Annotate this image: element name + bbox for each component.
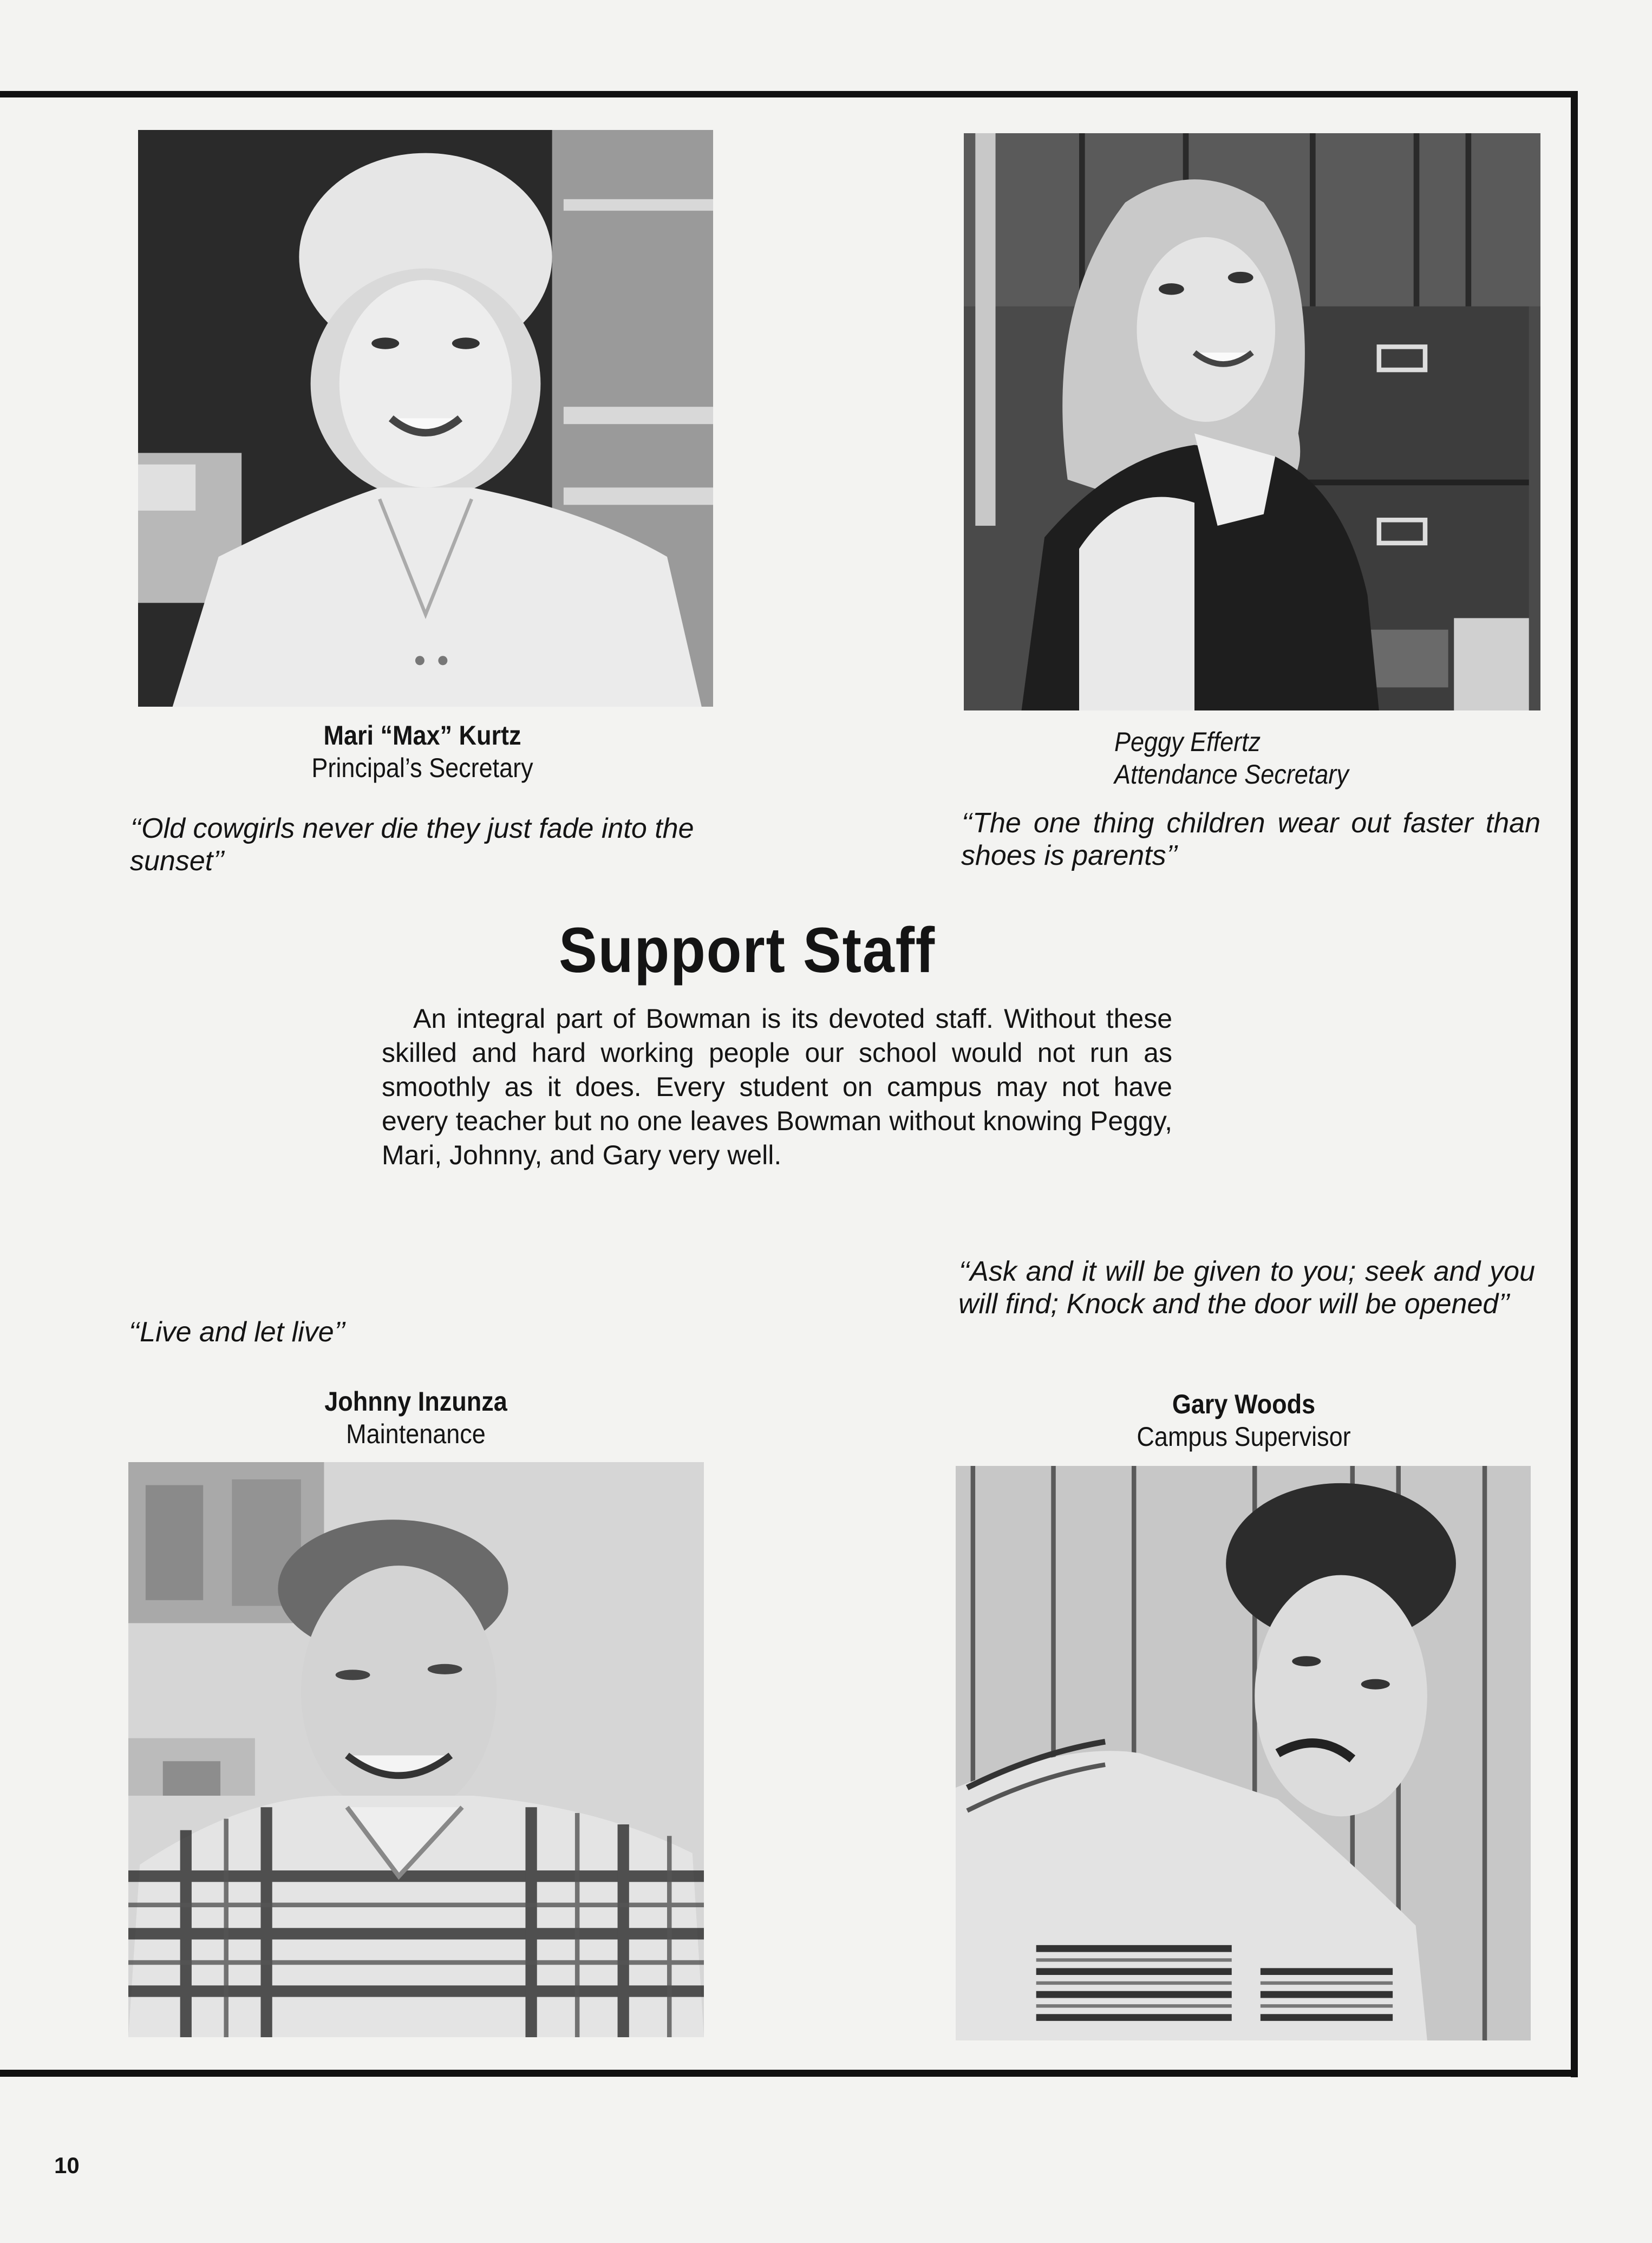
- border-right: [1571, 91, 1578, 2077]
- portrait-man-icon: [128, 1462, 704, 2037]
- staff-quote-mari: ‘‘Old cowgirls never die they just fade into the sunset’’: [130, 813, 694, 877]
- staff-name-peggy: Peggy Effertz: [1114, 727, 1261, 757]
- photo-gary-woods: [956, 1466, 1531, 2040]
- intro-paragraph: An integral part of Bowman is its devoted staff. Without these skilled and hard working people our school would not run as smoothly as it does. Every student on campus may not have every teacher but no one leaves Bowman without knowing Peggy, Mari, Johnny, and Gary very well.: [382, 1003, 1172, 1170]
- staff-name-gary: Gary Woods: [1172, 1389, 1316, 1419]
- photo-peggy-effertz: [964, 133, 1540, 710]
- staff-name-johnny: Johnny Inzunza: [324, 1386, 507, 1417]
- staff-role-johnny: Maintenance: [346, 1419, 486, 1449]
- portrait-woman-icon: [964, 133, 1540, 710]
- staff-role-peggy: Attendance Secretary: [1114, 759, 1349, 790]
- staff-quote-peggy: ‘‘The one thing children wear out faster than shoes is parents’’: [961, 807, 1540, 871]
- staff-name-mari: Mari “Max” Kurtz: [323, 720, 521, 751]
- staff-quote-johnny: ‘‘Live and let live’’: [128, 1316, 345, 1348]
- staff-role-gary: Campus Supervisor: [1137, 1422, 1351, 1452]
- border-top: [0, 91, 1578, 97]
- page-number: 10: [54, 2153, 80, 2178]
- portrait-man-icon: [956, 1466, 1531, 2040]
- photo-mari-kurtz: [138, 130, 713, 707]
- staff-quote-gary: ‘‘Ask and it will be given to you; seek and you will find; Knock and the door will be opened’’: [958, 1256, 1535, 1320]
- page-title: Support Staff: [559, 915, 936, 986]
- staff-role-mari: Principal’s Secretary: [311, 753, 533, 783]
- photo-johnny-inzunza: [128, 1462, 704, 2037]
- border-bottom: [0, 2070, 1578, 2077]
- portrait-woman-icon: [138, 130, 713, 707]
